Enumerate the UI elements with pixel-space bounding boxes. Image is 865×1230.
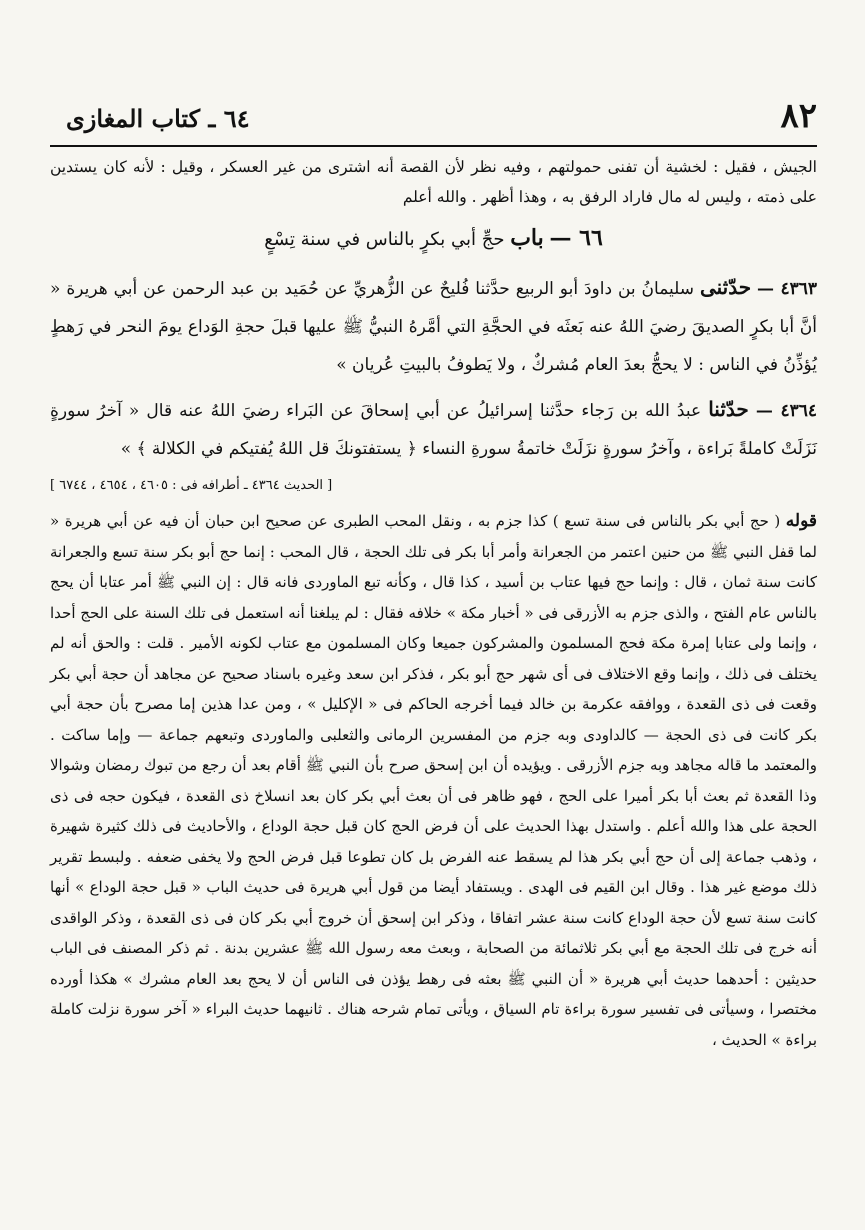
hadith-4363 <box>50 268 817 384</box>
page-header <box>50 96 817 144</box>
hadith-chain-marker: حدّثنى <box>699 275 752 299</box>
commentary-text: ( حج أبي بكر بالناس فى سنة تسع ) كذا جزم به ، ونقل المحب الطبرى عن صحيح ابن حبان أن فيه عن أبي هريرة « لما قفل النبي ﷺ من حنين اعتمر من الجعرانة وأمر أبا بكر فى تلك الحجة ، قال المحب : إنما حج أبو بكر سنة تسع والجعرانة كانت سنة ثمان ، قال : وإنما حج فيها عتاب بن أسيد ، كذا قال ، وكأنه تبع الماوردى فانه قال : إن النبي ﷺ أمر عتابا أن يحج بالناس عام الفتح ، والذى جزم به الأزرقى فى « أخبار مكة » خلافه فقال : لم يبلغنا أنه استعمل فى تلك السنة على الحج أحدا ، وإنما ولى عتابا إمرة مكة فحج المسلمون والمشركون جميعا وكان المسلمون مع عتاب لكونه الأمير . قلت : والحق أنه لم يختلف فى ذلك ، وإنما وقع الاختلاف فى أى شهر حج أبو بكر ، فذكر ابن سعد وغيره باسناد صحيح عن مجاهد أن حجة أبي بكر وقعت فى ذى القعدة ، ووافقه عكرمة بن خالد فيما أخرجه الحاكم فى « الإكليل » ، ومن عدا هذين إما مصرح بأن حجة أبي بكر كانت فى ذى الحجة — كالداودى وبه جزم من المفسرين الرمانى والثعلبى والماوردى وتبعهم جماعة — وإما ساكت . والمعتمد ما قاله مجاهد وبه جزم الأزرقى . ويؤيده أن ابن إسحق صرح بأن النبي ﷺ أقام بعد أن رجع من تبوك رمضان وشوالا وذا القعدة ثم بعث أبا بكر أميرا على الحج ، فهو ظاهر فى أن بعث أبي بكر كان بعد انسلاخ ذى القعدة ، فيكون حجه فى ذى الحجة على هذا والله أعلم . واستدل بهذا الحديث على أن فرض الحج كان قبل حجة الوداع ، والأحاديث فى ذلك كثيرة شهيرة ، وذهب جماعة إلى أن حج أبي بكر هذا لم يسقط عنه الفرض بل كان تطوعا قبل فرض الحج ولا يخفى ضعفه . ولبسط تقرير ذلك موضع غير هذا . وقال ابن القيم فى الهدى . ويستفاد أيضا من قول أبي هريرة فى حديث الباب « قبل حجة الوداع » أنها كانت سنة تسع لأن حجة الوداع كانت سنة عشر اتفاقا ، وذكر ابن إسحق أن خروج أبي بكر كان فى ذى القعدة ، وذكر الواقدى أنه خرج فى تلك الحجة مع أبي بكر ثلاثمائة من الصحابة ، وبعث معه رسول الله ﷺ عشرين بدنة . ثم ذكر المصنف فى الباب حديثين : أحدهما حديث أبي هريرة « أن النبي ﷺ بعثه فى رهط يؤذن فى الناس أن لا يحج بعد العام مشرك » هكذا أورده مختصرا ، وسيأتى فى تفسير سورة براءة تام السياق ، ويأتى تمام شرحه هناك . ثانيهما حديث البراء « آخر سورة نزلت كاملة براءة » الحديث ، <box>50 512 817 1049</box>
chapter-heading <box>50 218 817 260</box>
header-rule <box>50 145 817 147</box>
hadith-number: ٤٣٦٤ — <box>755 401 817 421</box>
chapter-title: حجِّ أبي بكرٍ بالناس في سنة تِسْعٍ <box>264 229 505 250</box>
hadith-text: سليمانُ بن داودَ أبو الربيع حدَّثنا فُليحٌ عن الزُّهريِّ عن حُمَيد بن عبد الرحمن عن أبي هريرة « أنَّ أبا بكرٍ الصديقَ رضيَ اللهُ عنه بَعثَه في الحجَّةِ التي أمَّرهُ النبيُّ ﷺ عليها قبلَ حجةِ الوَداع يومَ النحر في رَهطٍ يُؤذِّنُ في الناس : لا يحجُّ بعدَ العام مُشركٌ ، ولا يَطوفُ بالبيتِ عُريان » <box>50 279 817 375</box>
hadith-number: ٤٣٦٣ — <box>757 279 817 299</box>
page-number: ٨٢ <box>780 96 817 136</box>
page-content <box>50 152 817 1055</box>
commentary-paragraph <box>50 506 817 1055</box>
hadith-4364 <box>50 390 817 468</box>
commentary-lead: قوله <box>785 511 817 531</box>
chapter-bab: باب <box>510 225 544 251</box>
chapter-number: ٦٦ — <box>549 225 603 251</box>
hadith-cross-reference: [ الحديث ٤٣٦٤ ـ أطرافه فى : ٤٦٠٥ ، ٤٦٥٤ ، ٦٧٤٤ ] <box>50 478 333 493</box>
hadith-text: عبدُ الله بن رَجاء حدَّثنا إسرائيلُ عن أبي إسحاقَ عن البَراء رضيَ اللهُ عنه قال « آخرُ سورةٍ نَزَلَتْ كاملةً بَراءة ، وآخرُ سورةٍ نزَلَتْ خاتمةُ سورةِ النساء ﴿ يستفتونكَ قل اللهُ يُفتيكم في الكلالة ﴾ » <box>50 401 817 459</box>
hadith-chain-marker: حدّثنا <box>708 397 749 421</box>
continuation-paragraph: الجيش ، فقيل : لخشية أن تفنى حمولتهم ، وفيه نظر لأن القصة أنه اشترى من غير العسكر ، وقيل : لأنه كان يستدين على ذمته ، وليس له مال فاراد الرفق به ، وهذا أظهر . والله أعلم <box>50 158 817 206</box>
running-title: ٦٤ ـ كتاب المغازى <box>66 104 250 133</box>
